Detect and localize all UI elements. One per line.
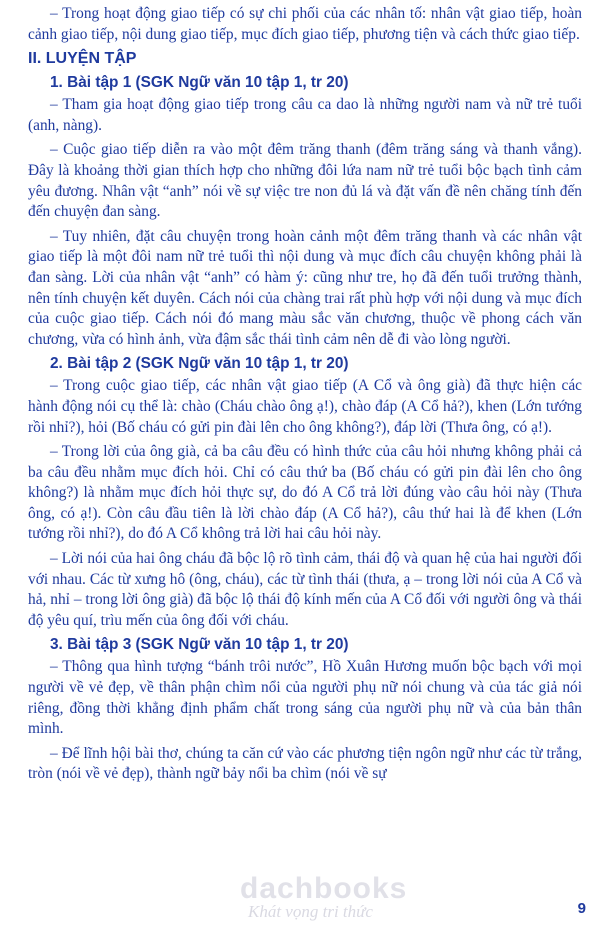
exercise-1-paragraph: – Cuộc giao tiếp diễn ra vào một đêm trăng thanh (đêm trăng sáng và thanh vắng). Đây là khoảng thời gian thích hợp cho những đôi lứa nam nữ trẻ tuổi bộc bạch tình cảm yêu đương. Nhân vật “anh” nói về sự việc tre non đủ lá và đặt vấn đề nên chăng tính đến đến chuyện đan sàng. <box>28 141 582 221</box>
exercise-2-title: 2. Bài tập 2 (SGK Ngữ văn 10 tập 1, tr 20) <box>50 355 349 373</box>
exercise-3-paragraph: – Để lĩnh hội bài thơ, chúng ta căn cứ vào các phương tiện ngôn ngữ như các từ trắng, tròn (nói về vẻ đẹp), thành ngữ bảy nổi ba chìm (nói về sự <box>28 744 582 783</box>
exercise-2-paragraph: – Trong lời của ông già, cả ba câu đều có hình thức của câu hỏi nhưng không phải cả ba câu đều nhằm mục đích hỏi. Chỉ có câu thứ ba (Bố cháu có gửi pin đài lên cho ông không?) là nhằm mục đích hỏi thực sự, do đó A Cổ trả lời đúng vào câu hỏi này (Thưa ông, có ạ!). Còn câu đầu tiên là lời chào đáp (A Cổ hả?), câu thứ hai là để khen (Lớn tướng rồi nhỉ?), do đó A Cổ không trả lời hai câu hỏi này. <box>28 443 582 543</box>
intro-paragraph: – Trong hoạt động giao tiếp có sự chi phối của các nhân tố: nhân vật giao tiếp, hoàn cảnh giao tiếp, nội dung giao tiếp, mục đích giao tiếp, phương tiện và cách thức giao tiếp. <box>28 5 582 43</box>
watermark-slogan: Khát vọng tri thức <box>248 902 373 921</box>
exercise-3-title: 3. Bài tập 3 (SGK Ngữ văn 10 tập 1, tr 20) <box>50 636 349 654</box>
watermark-logo: dachbooks <box>240 872 408 905</box>
page-content <box>28 4 582 785</box>
section-heading: II. LUYỆN TẬP <box>28 50 137 68</box>
exercise-1-paragraph: – Tuy nhiên, đặt câu chuyện trong hoàn cảnh một đêm trăng thanh và các nhân vật giao tiếp là một đôi nam nữ trẻ tuổi thì nội dung và mục đích câu chuyện không phải là đan sàng. Lời của nhân vật “anh” có hàm ý: cũng như tre, họ đã đến tuổi trưởng thành, nên tính chuyện kết duyên. Cách nói của chàng trai rất phù hợp với nội dung và mục đích của cuộc giao tiếp. Cách nói đó mang màu sắc văn chương, thuộc về phong cách văn chương, vừa có hình ảnh, vừa đậm sắc thái tình cảm nên dễ đi vào lòng người. <box>28 227 582 348</box>
page-number: 9 <box>577 900 586 917</box>
exercise-2-paragraph: – Lời nói của hai ông cháu đã bộc lộ rõ tình cảm, thái độ và quan hệ của hai người đối với nhau. Các từ xưng hô (ông, cháu), các từ tình thái (thưa, ạ – trong lời nói của A Cổ và hả, nhỉ – trong lời ông già) đã bộc lộ thái độ kính mến của A Cổ đối với người ông và thái độ yêu quí, trìu mến của ông đối với cháu. <box>28 550 582 629</box>
exercise-2-paragraph: – Trong cuộc giao tiếp, các nhân vật giao tiếp (A Cổ và ông già) đã thực hiện các hành động nói cụ thể là: chào (Cháu chào ông ạ!), chào đáp (A Cổ hả?), khen (Lớn tướng rồi nhỉ?), hỏi (Bố cháu có gửi pin đài lên cho ông không?), đáp lời (Thưa ông, có ạ!). <box>28 377 582 436</box>
exercise-1-title: 1. Bài tập 1 (SGK Ngữ văn 10 tập 1, tr 20) <box>50 74 349 92</box>
exercise-1-paragraph: – Tham gia hoạt động giao tiếp trong câu ca dao là những người nam và nữ trẻ tuổi (anh, nàng). <box>28 96 582 134</box>
exercise-3-paragraph: – Thông qua hình tượng “bánh trôi nước”, Hồ Xuân Hương muốn bộc bạch với mọi người về vẻ đẹp, về thân phận chìm nổi của người phụ nữ nói chung và của tác giả nói riêng, đồng thời khẳng định phẩm chất trong sáng của người phụ nữ và của bản thân mình. <box>28 658 582 738</box>
